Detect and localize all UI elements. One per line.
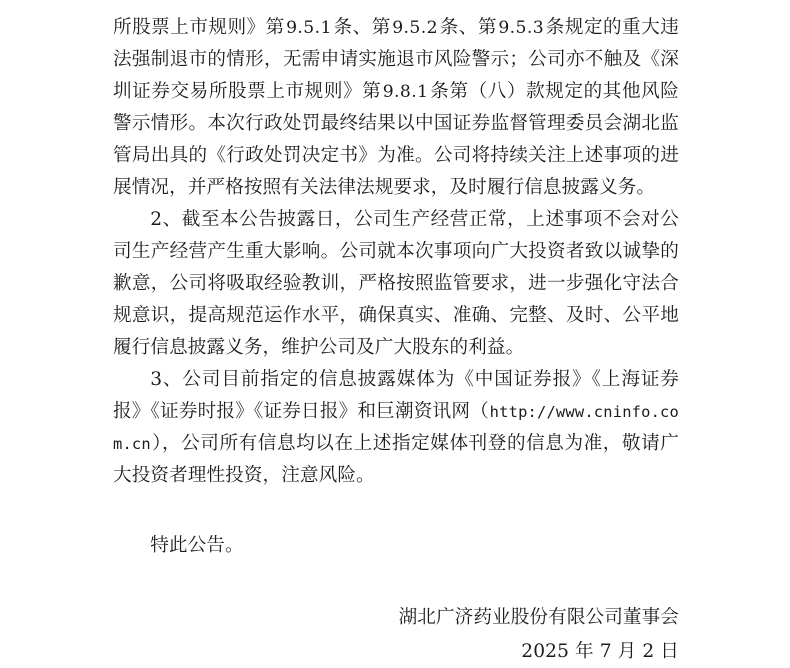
closing-statement: 特此公告。 — [150, 535, 244, 556]
article-number-9-5-1: 9.5.1 — [286, 18, 332, 38]
paragraph-continued — [113, 12, 679, 204]
document-text-column — [113, 12, 679, 668]
paragraph-continued-segment-5: 条第（八）款规定的其他风险警示情形。本次行政处罚最终结果以中国证券监督管理委员会湖北监管局出具的《行政处罚决定书》为准。公司将持续关注上述事项的进展情况，并严格按照有关法律法规要求，及时履行信息披露义务。 — [113, 81, 679, 198]
article-number-9-5-3: 9.5.3 — [498, 18, 545, 38]
signature-issuer: 湖北广济药业股份有限公司董事会 — [398, 607, 679, 628]
item-2-text: 截至本公告披露日，公司生产经营正常，上述事项不会对公司生产经营产生重大影响。公司就本次事项向广大投资者致以诚挚的歉意，公司将吸取经验教训，严格按照监管要求，进一步强化守法合规意识，提高规范运作水平，确保真实、准确、完整、及时、公平地履行信息披露义务，维护公司及广大股东的利益。 — [113, 209, 679, 358]
article-number-9-8-1: 9.8.1 — [382, 82, 429, 102]
paragraph-continued-segment-4: 条规定的重大违法强制退市的情形，无需申请实施退市风险警示；公司亦不触及《深圳证券交易所股票上市规则》第 — [113, 17, 679, 102]
paragraph-item-2 — [113, 204, 679, 364]
signature-date: 2025 年 7 月 2 日 — [521, 641, 679, 662]
cninfo-website-url: http://www.cninfo.com.cn — [113, 403, 679, 453]
paragraph-continued-segment-1: 所股票上市规则》第 — [113, 17, 285, 38]
article-number-9-5-2: 9.5.2 — [392, 18, 438, 38]
paragraph-continued-segment-2: 条、第 — [333, 17, 391, 38]
item-3-text-before-url: 公司目前指定的信息披露媒体为《中国证券报》《上海证券报》《证券时报》《证券日报》和巨潮资讯网（ — [113, 369, 679, 422]
paragraph-item-3 — [113, 364, 679, 492]
item-2-number: 2、 — [150, 209, 182, 230]
item-3-text-after-url: ），公司所有信息均以在上述指定媒体刊登的信息为准，敬请广大投资者理性投资，注意风险。 — [113, 433, 679, 486]
closing-statement-block — [113, 530, 679, 562]
signature-block — [113, 602, 679, 668]
item-3-number: 3、 — [150, 369, 183, 390]
paragraph-continued-segment-3: 条、第 — [439, 17, 497, 38]
